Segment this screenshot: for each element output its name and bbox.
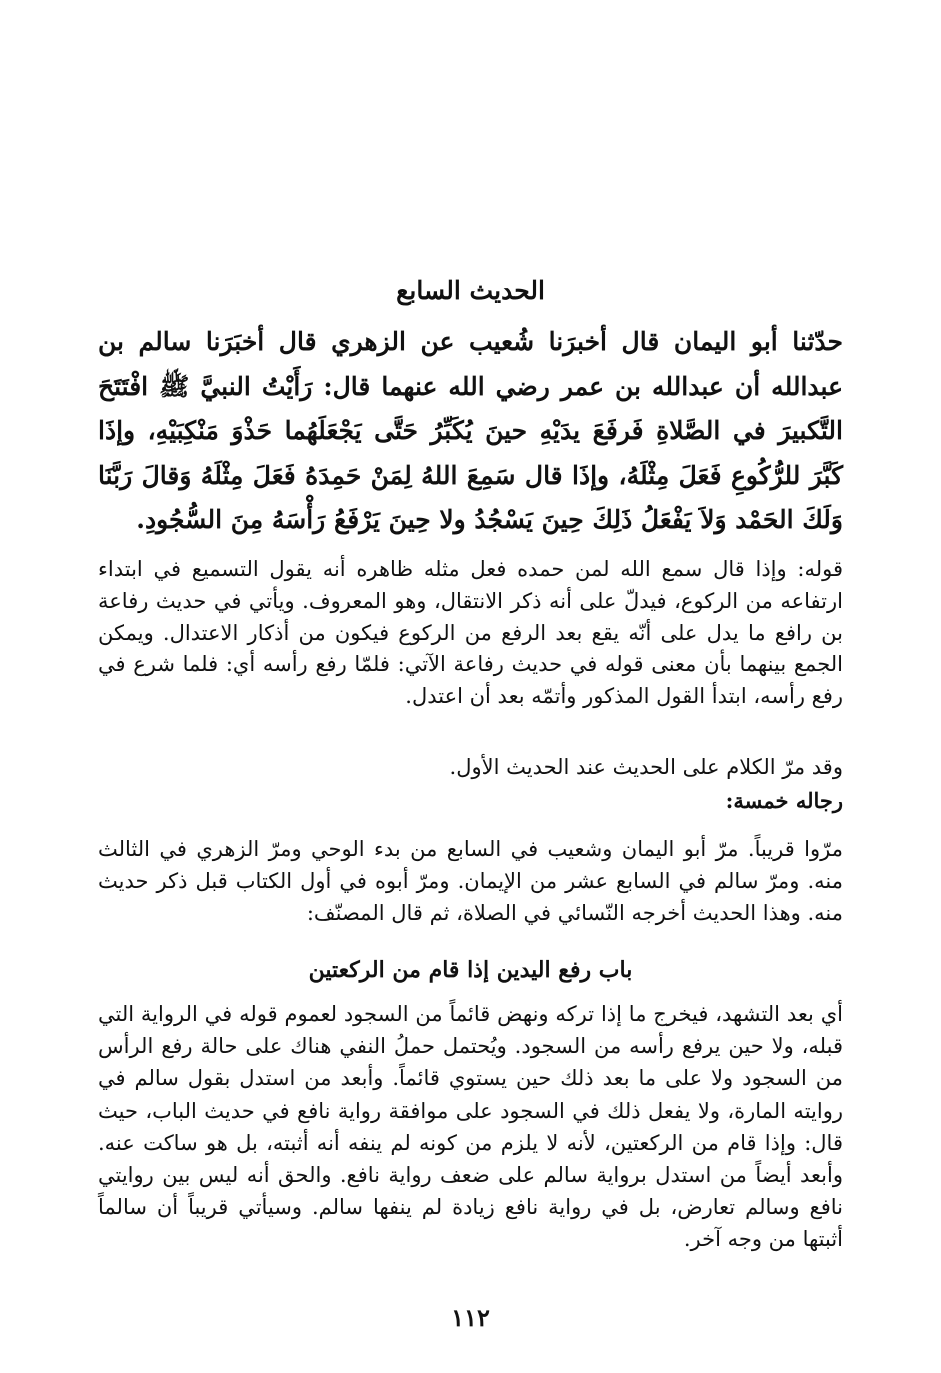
chapter-paragraph: أي بعد التشهد، فيخرج ما إذا تركه ونهض قائماً من السجود لعموم قوله في الرواية التي قبله، ولا حين يرفع رأسه من السجود. ويُحتمل حملُ النفي هناك على حالة رفع الرأس من السجود ولا على ما بعد ذلك حين يستوي قائماً. وأبعد من استدل بقول سالم في روايته المارة، ولا يفعل ذلك في السجود على موافقة رواية نافع في حديث الباب، حيث قال: وإذا قام من الركعتين، لأنه لا يلزم من كونه لم ينفه أنه أثبته، بل هو ساكت عنه. وأبعد أيضاً من استدل برواية سالم على ضعف رواية نافع. والحق أنه ليس بين روايتي نافع وسالم تعارض، بل في رواية نافع زيادة لم ينفها سالم. وسيأتي قريباً أن سالماً أثبتها من وجه آخر. [98,1002,844,1252]
hadith-title: الحديث السابع [396,276,545,305]
commentary-paragraph: قوله: وإذا قال سمع الله لمن حمده فعل مثله ظاهره أنه يقول التسميع في ابتداء ارتفاعه من الركوع، فيدلّ على أنه ذكر الانتقال، وهو المعروف. ويأتي في حديث رفاعة بن رافع ما يدل على أنّه يقع بعد الرفع من الركوع فيكون من أذكار الاعتدال. ويمكن الجمع بينهما بأن معنى قوله في حديث رفاعة الآتي: فلمّا رفع رأسه أي: فلما شرع في رفع رأسه، ابتدأ القول المذكور وأتمّه بعد أن اعتدل. [98,557,843,709]
narrators-paragraph: مرّوا قريباً. مرّ أبو اليمان وشعيب في السابع من بدء الوحي ومرّ الزهري في الثالث منه. ومرّ سالم في السابع عشر من الإيمان. ومرّ أبوه في أول الكتاب قبل ذكر حديث منه. وهذا الحديث أخرجه النّسائي في الصلاة، ثم قال المصنّف: [98,837,843,925]
chapter-title: باب رفع اليدين إذا قام من الركعتين [308,957,633,983]
hadith-text: حدّثنا أبو اليمان قال أخبرَنا شُعيب عن الزهري قال أخبَرَنا سالم بن عبدالله أن عبدالله بن عمر رضي الله عنهما قال: رَأَيْتُ النبيَّ ﷺ افْتَتَحَ التَّكبيرَ في الصَّلاةِ فَرفَعَ يدَيْهِ حينَ يُكَبِّرُ حَتَّى يَجْعَلَهُما حَذْوَ مَنْكِبَيْهِ، وإذَا كَبَّرَ للرُّكُوعِ فَعَلَ مِثْلَهُ، وإذَا قال سَمِعَ اللهُ لِمَنْ حَمِدَهُ فَعَلَ مِثْلَهُ وَقالَ رَبَّنَا وَلَكَ الحَمْد وَلاَ يَفْعَلُ ذَلِكَ حِينَ يَسْجُدُ ولا حِينَ يَرْفَعُ رَأْسَهُ مِنَ السُّجُودِ. [98,327,843,534]
narrators-heading: رجاله خمسة: [725,788,843,813]
commentary-note: وقد مرّ الكلام على الحديث عند الحديث الأول. [449,755,843,779]
page-number: ١١٢ [451,1303,490,1332]
